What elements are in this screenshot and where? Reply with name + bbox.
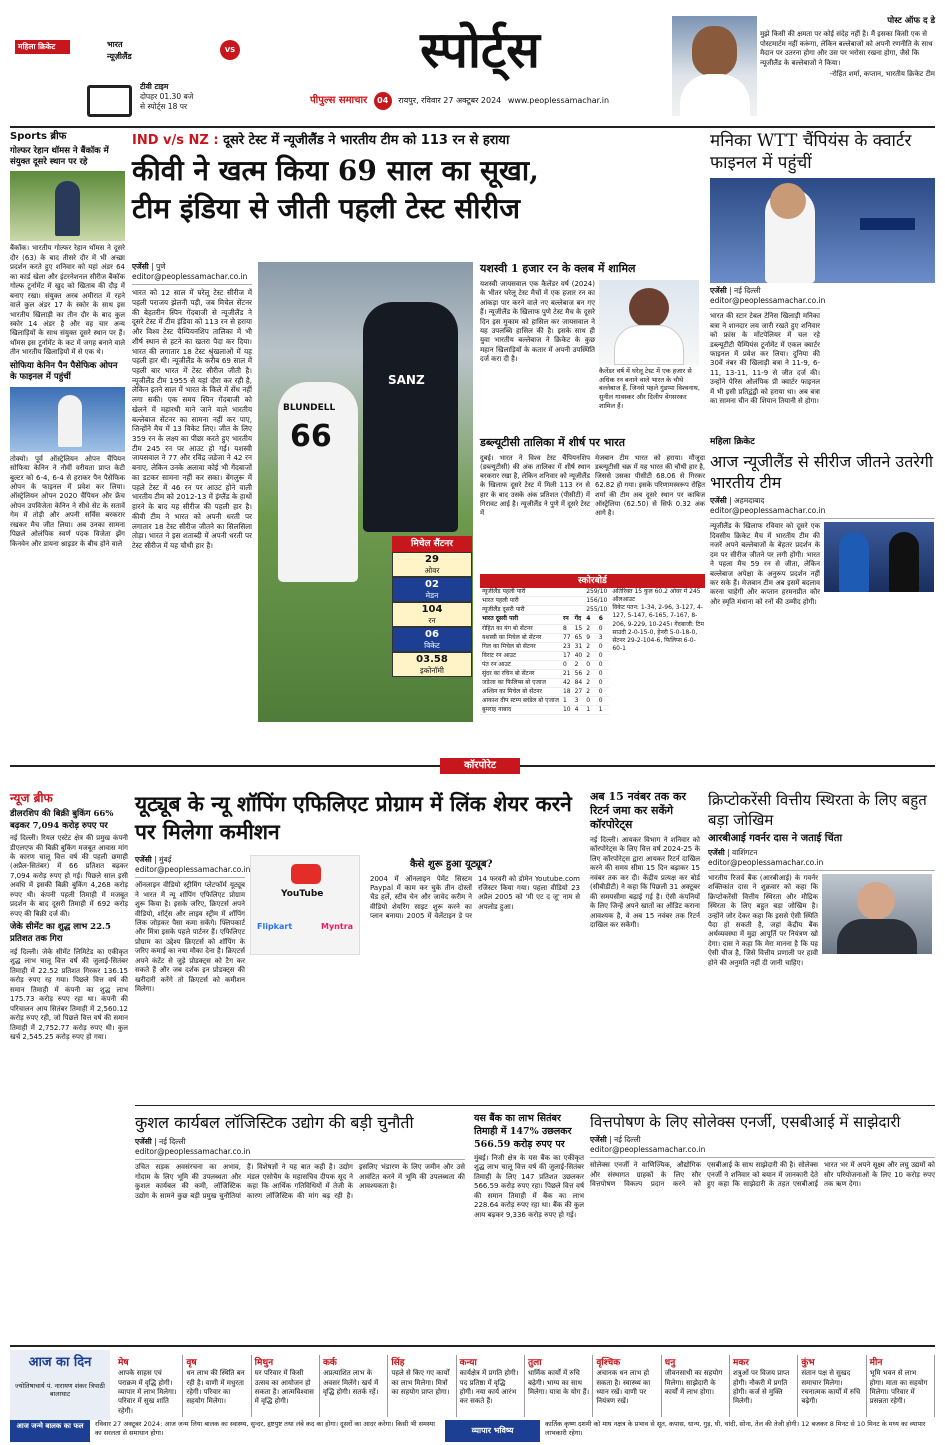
score-cell: 1 [584, 706, 597, 715]
womens-place: अहमदाबाद [734, 496, 765, 506]
score-cell: 1 [597, 706, 610, 715]
score-cell: 2 [584, 642, 597, 651]
post-of-day-label: पोस्ट ऑफ द डे [887, 16, 935, 26]
score-cell: जडेजा का फिलिप्स बो एजाज [480, 679, 561, 688]
rashi-text: पहले से किए गए कार्यों का लाभ मिलेगा। मित्रों का सहयोग प्राप्त होगा। [391, 1369, 450, 1397]
jersey-2: SANZ [388, 373, 425, 387]
youtube-email: editor@peoplessamachar.co.in [135, 865, 251, 875]
youtube-text: ऑनलाइन वीडियो स्ट्रीमिंग प्लेटफॉर्म यूट्यूब ने भारत में न्यू शॉपिंग एफिलिएट प्रोग्राम शुरू किया है। इसके जरिए, क्रिएटर्स अपने वीडियो, शॉर्ट्स और लाइव स्ट्रीम में शॉपिंग लिंक जोड़कर पैसा कमा सकेंगे। फ्लिपकार्ट और मिंत्रा इसके पहले पार्टनर हैं। एफिलिएट प्रोग्राम का उद्देश्य क्रिएटर्स को शॉपिंग के जरिए कमाई का नया मौका देना है। क्रिएटर्स अपने कंटेंट से जुड़े प्रोडक्ट्स को टैग कर सकते हैं और जब दर्शक इन प्रोडक्ट्स की खरीदारी करेंगे तो क्रिएटर्स को कमीशन मिलेगा। [135, 881, 245, 994]
womens-headline: आज न्यूजीलैंड से सीरीज जीतने उतरेगी भारतीय टीम [710, 452, 934, 493]
rashi-text: धन लाभ की स्थिति बन रही है। वाणी में मधुरता रहेगी। परिवार का सहयोग मिलेगा। [186, 1369, 245, 1406]
score-cell: यशस्वी का मिचेल बो सेंटनर [480, 633, 561, 642]
rashi-name: वृश्चिक [596, 1358, 621, 1368]
rashi-name: कुंभ [801, 1358, 815, 1368]
post-of-day-text: मुझे किसी की क्षमता पर कोई संदेह नहीं है। मैं इसका किसी एक से पोस्टमार्टम नहीं करूंगा, लेकिन बल्लेबाजों को अपनी रणनीति के साथ मैदान पर उतरना होगा और उस पर भरोसा रखना होगा, जैसे कि न्यूजीलैंड के बल्लेबाजों ने किया। [760, 30, 933, 67]
main-email: editor@peoplessamachar.co.in [132, 272, 248, 282]
kicker-text: दूसरे टेस्ट में न्यूजीलैंड ने भारतीय टीम को 113 रन से हराया [223, 133, 510, 148]
rashi-name: मेष [118, 1358, 129, 1368]
score-cell: 2 [573, 660, 585, 669]
score-cell: सुंदर का रचिन बो सेंटनर [480, 669, 561, 678]
score-cell: 27 [574, 688, 583, 696]
solex-text: सोलेक्स एनर्जी ने वाणिज्यिक, औद्योगिक और संस्थागत ग्राहकों के लिए सौर वित्तपोषण विकल्प प्रदान करने को एसबीआई के साथ साझेदारी की है। सोलेक्स एनर्जी ने शनिवार को बयान में जानकारी देते हुए कहा कि साझेदारी के तहत एसबीआई भारत भर में अपने सूक्ष्म और लघु उद्यमों को सौर परियोजनाओं के लिए 10 करोड़ रुपए तक ऋण देगा। [590, 1161, 935, 1189]
score-row [480, 697, 609, 706]
brief-headline-1: गोल्फर रेहान थॉमस ने बैंकॉक में संयुक्त दूसरे स्थान पर रहे [10, 145, 109, 167]
youtube-body: एजेंसी | मुंबई editor@peoplessamachar.co.in ऑनलाइन वीडियो स्ट्रीमिंग प्लेटफॉर्म यूट्यूब ने भारत में न्यू शॉपिंग एफिलिएट प्रोग्राम शुरू किया है। इसके जरिए, क्रिएटर्स अपने वीडियो, शॉर्ट्स और लाइव स्ट्रीम में शॉपिंग लिंक जोड़कर पैसा कमा सकेंगे। फ्लिपकार्ट और मिंत्रा इसके पहले पार्टनर हैं। एफिलिएट प्रोग्राम का उद्देश्य क्रिएटर्स को शॉपिंग के जरिए कमाई का नया मौका देना है। क्रिएटर्स अपने कंटेंट से जुड़े प्रोडक्ट्स को टैग कर सकते हैं और जब दर्शक इन प्रोडक्ट्स की खरीदारी करेंगे तो क्रिएटर्स को कमीशन मिलेगा। [135, 855, 251, 994]
news-brief-headline-1: डीलरशिप की बिक्री बुकिंग 66% बढ़कर 7,094 करोड़ रुपए पर [10, 809, 114, 831]
yashasvi-photo [599, 280, 699, 365]
flipkart-logo: Flipkart [257, 922, 293, 931]
jersey-name: BLUNDELL [283, 403, 336, 413]
score-row [480, 633, 609, 642]
sports-brief [10, 130, 125, 720]
santner-stat-value: 06 [425, 629, 439, 641]
team1: भारत [107, 40, 123, 49]
score-row [480, 651, 609, 660]
score-cell: रोहित का यंग बो सेंटनर [480, 624, 561, 633]
masthead-title: स्पोर्ट्स [420, 20, 540, 79]
youtube-logo-text: YouTube [281, 889, 324, 899]
yashasvi-text: यशस्वी जायसवाल एक कैलेंडर वर्ष (2024) के भीतर घरेलू टेस्ट मैचों में एक हजार रन का आंकड़ा पार करने वाले नए बल्लेबाज बन गए हैं। न्यूजीलैंड के खिलाफ पुणे टेस्ट मैच के दूसरे दिन इस मुकाम को हासिल कर जायसवाल ने यह उपलब्धि हासिल की है। इसके साथ ही युवा भारतीय बल्लेबाज ने क्रिकेट के कुछ महान खिलाड़ियों के कतार में अपनी उपस्थिति दर्ज करा दी है। [480, 279, 595, 364]
crypto-email: editor@peoplessamachar.co.in [708, 857, 824, 867]
business-forecast-label: व्यापार भविष्य [445, 1420, 540, 1442]
score-cell: 4 [573, 706, 585, 715]
manika-email: editor@peoplessamachar.co.in [710, 296, 826, 306]
youtube-icon [291, 864, 321, 884]
youtube-agency: एजेंसी [135, 855, 152, 864]
score-cell: 0 [597, 624, 610, 633]
brief-text-2: तोक्यो। पूर्व ऑस्ट्रेलियन ओपन चैंपियन सोफिया केनिन ने नौवीं वरीयता प्राप्त केटी बुल्टर को 6-4, 6-4 से हराकर पैन पैसेफिक ओपन के फाइनल में प्रवेश कर लिया। ऑस्ट्रेलियन ओपन 2020 चैंपियन और फ्रेंच ओपन उपविजेता केनिन ने सीधे सेट के सतावें गेम में तोड़ी और अपनी सर्विस बरकरार रखकर मैच जीत लिया। अब उनका सामना पिछले ओलंपिक स्वर्ण पदक विजेता झेंग किनवेन और डायना श्नाइडर के बीच होने वाले [10, 454, 125, 548]
santner-stat-label: इकोनॉमी [420, 666, 444, 676]
sports-brief-tag: Sports ब्रीफ [10, 131, 67, 142]
scoreboard-table [480, 588, 609, 715]
crypto-place: वाशिंगटन [732, 847, 758, 857]
score-cell: 0 [597, 697, 610, 706]
womens-tag: महिला क्रिकेट [710, 437, 755, 447]
score-cell: 8 [561, 624, 573, 633]
score-cell: 3 [573, 697, 585, 706]
wtc-text-2: मेजबान टीम भारत को हराया। मौजूदा डब्ल्यूटीसी चक्र में यह भारत की चौथी हार है, जिससे उसका पीसीटी 68.06 से गिरकर 62.82 हो गया। इसके परिणामस्वरूप रोहित शर्मा की टीम अब दूसरे स्थान पर काबिज ऑस्ट्रेलिया (62.50) से सिर्फ 0.32 अंक आगे है। [595, 453, 705, 517]
match-promo [15, 40, 236, 120]
score-summary-row [480, 588, 609, 597]
santner-stat-label: ओवर [424, 566, 440, 576]
youtube-subhead: कैसे शुरू हुआ यूट्यूब? [410, 859, 493, 870]
myntra-logo: Myntra [321, 922, 354, 931]
rashi-name: सिंह [391, 1358, 405, 1368]
rashi-name: वृष [186, 1358, 197, 1368]
rashi-box [662, 1355, 730, 1417]
womens-agency: एजेंसी [710, 496, 727, 506]
born-today-label: आज जन्मे बालक का फल [10, 1420, 90, 1442]
score-cell: 2 [584, 624, 597, 633]
brief-headline-2: सोफिया केनिन पैन पैसेफिक ओपन के फाइनल में पहुंचीं [10, 360, 118, 383]
rohit-photo [672, 16, 757, 116]
rashi-text: भूमि भवन से लाभ होगा। माता का सहयोग मिलेगा। परिवार में प्रसन्नता रहेगी। [869, 1369, 928, 1406]
score-cell: भारत पहली पारी [480, 597, 584, 606]
manika-story: मनिका WTT चैंपियंस के क्वार्टर फाइनल में पहुंचीं एजेंसी | नई दिल्ली editor@peoplessamachar.co.in भारत की स्टार टेबल टेनिस खिलाड़ी मनिका बत्रा ने शानदार लय जारी रखते हुए शनिवार को फ्रांस के मोंटपेलियर में चल रहे डब्ल्यूटीटी चैम्पियंस टूर्नामेंट में एकल क्वार्टर फाइनल में प्रवेश कर लिया। दुनिया की 30वें नंबर की खिलाड़ी बत्रा ने 11-9, 6-11, 13-11, 11-9 से जीत दर्ज की। उन्होंने पेरिस ओलंपिक प्री क्वार्टर फाइनल में भी इसी प्रतिद्वंद्वी को हराया था। अब बत्रा का सामना चीन की शियान तियानी से होगा। [710, 130, 935, 401]
tv-label: टीवी टाइम [140, 82, 169, 91]
women-cricket-tag: महिला क्रिकेट [15, 40, 70, 54]
manika-title: मनिका WTT चैंपियंस के क्वार्टर फाइनल में पहुंचीं [710, 131, 912, 173]
rashi-box [388, 1355, 456, 1417]
yashasvi-caption: कैलेंडर वर्ष में घरेलू टेस्ट में एक हजार से अधिक रन बनाने वाले भारत के चौथे बल्लेबाज हैं, जिनसे पहले गुंडप्पा विश्वनाथ, सुनील गावस्कर और दिलीप वेंगसरकर शामिल हैं। [599, 366, 700, 410]
rashi-box [730, 1355, 798, 1417]
business-forecast-text: कार्तिक कृष्ण दशमी को माघ नक्षत्र के प्रभाव से सूत, कपास, धान्य, गुड़, घी, चांदी, सोना, तेल की तेजी होगी। 12 बजकर 8 मिनट से 10 मिनट के मध्य का व्यापार लाभकारी रहेगा। [545, 1420, 926, 1437]
score-cell: न्यूजीलैंड पहली पारी [480, 588, 584, 597]
score-cell: 15 [574, 624, 583, 632]
score-cell: आकाश दीप स्टम्प ब्लंडेल बो एजाज [482, 697, 559, 705]
solex-place: नई दिल्ली [614, 1135, 641, 1144]
score-cell: 0 [597, 679, 610, 688]
rashi-text: जीवनसाथी का सहयोग मिलेगा। साझेदारी के कार्यों में लाभ होगा। [664, 1369, 723, 1397]
score-cell: 255/10 [586, 606, 608, 614]
womens-photo [824, 522, 934, 592]
rashi-box [457, 1355, 525, 1417]
santner-stat-value: 02 [425, 579, 439, 591]
score-cell: 3 [597, 633, 610, 642]
news-brief-text-1: नई दिल्ली। रियल एस्टेट क्षेत्र की प्रमुख कंपनी डीएलएफ की बिक्री बुकिंग मजबूत आवास मांग के कारण चालू वित्त वर्ष की पहली छमाही (अप्रैल-सितंबर) में 66 प्रतिशत बढ़कर 7,094 करोड़ रुपए हो गई। पिछले साल इसी अवधि में इसकी बिक्री बुकिंग 4,268 करोड़ रुपए थी। कंपनी पहली तिमाही में मजबूत प्रदर्शन के बाद दूसरी तिमाही में 692 करोड़ रुपए की बिक्री दर्ज की। [10, 834, 128, 918]
rashi-box [798, 1355, 866, 1417]
website: www.peoplessamachar.in [507, 96, 610, 105]
main-place: पुणे [156, 262, 166, 271]
score-row [480, 624, 609, 633]
santner-name: मिचेल सैंटनर [392, 536, 472, 552]
youtube-place: मुंबई [159, 855, 172, 864]
tv-time1: दोपहर 01.30 बजे [140, 92, 194, 101]
score-cell: 2 [584, 651, 597, 660]
santner-stat-value: 29 [425, 554, 439, 566]
rashi-text: घर परिवार में किसी उत्सव का आयोजन हो सकता है। आत्मविश्वास में वृद्धि होगी। [254, 1369, 314, 1406]
womens-cricket-story: महिला क्रिकेट आज न्यूजीलैंड से सीरीज जीतने उतरेगी भारतीय टीम एजेंसी | अहमदाबाद editor@peoplessamachar.co.in न्यूजीलैंड के खिलाफ रविवार को दूसरे एक दिवसीय क्रिकेट मैच में भारतीय टीम की नजरें अपने बल्लेबाजों के बेहतर प्रदर्शन के दम पर सीरीज जीतने पर लगी होंगी। भारत ने पहला मैच 59 रन से जीता, लेकिन बल्लेबाज अपेक्षा के अनुरूप प्रदर्शन नहीं कर सके हैं। मेजबान टीम अब इसमें बदलाव करना चाहेगी और कप्तान हरमनप्रीत कौर और स्मृति मंधाना को रनों की उम्मीद होगी। [710, 437, 934, 606]
itr-text: नई दिल्ली। आयकर विभाग ने शनिवार को कॉरपोरेट्स के लिए वित्त वर्ष 2024-25 के लिए कॉरपोरेट्स द्वारा आयकर रिटर्न दाखिल करने की समय सीमा 15 दिन बढ़ाकर 15 नवंबर तक कर दी। केंद्रीय प्रत्यक्ष कर बोर्ड (सीबीडीटी) ने कहा कि पिछली 31 अक्टूबर की समयसीमा बढ़ाई गई है। ऐसी कंपनियों के लिए जिन्हें अपने खातों का ऑडिट कराना आवश्यक है, वे अब 15 नवंबर तक रिटर्न दाखिल कर सकेंगी। [590, 836, 700, 929]
rashi-name: मिथुन [254, 1358, 274, 1368]
main-headline-2: टीम इंडिया से जीती पहली टेस्ट सीरीज [132, 191, 521, 225]
score-summary-row [480, 597, 609, 606]
score-cell: 1 [561, 697, 573, 706]
scoreboard-fow: विकेट पतन: 1-34, 2-96, 3-127, 4-127, 5-147, 6-165, 7-167, 8-206, 9-229, 10-245। गेंदबाजी: टिम साउदी 2-0-15-0, हेनरी 5-0-18-0, सेंटनर 29-2-104-6, फिलिप्स 6-0-60-1 [612, 604, 704, 652]
wtc-story [480, 436, 705, 564]
main-story-header [132, 132, 702, 228]
womens-text: न्यूजीलैंड के खिलाफ रविवार को दूसरे एक दिवसीय क्रिकेट मैच में भारतीय टीम की नजरें अपने बल्लेबाजों के बेहतर प्रदर्शन के दम पर सीरीज जीतने पर लगी होंगी। भारत ने पहला मैच 59 रन से जीता, लेकिन बल्लेबाज अपेक्षा के अनुरूप प्रदर्शन नहीं कर सके हैं। मेजबान टीम अब इसमें बदलाव करना चाहेगी और कप्तान हरमनप्रीत कौर और स्मृति मंधाना को रनों की उम्मीद होगी। [710, 522, 820, 606]
manika-photo [710, 178, 935, 283]
youtube-sub [370, 858, 580, 1095]
score-header-cell: भारत दूसरी पारी [480, 615, 561, 624]
score-cell: न्यूजीलैंड दूसरी पारी [480, 606, 584, 615]
main-body-text: भारत को 12 साल में घरेलू टेस्ट सीरीज में पहली पराजय झेलनी पड़ी, जब मिचेल सेंटनर की बेहतरीन स्पिन गेंदबाजी से न्यूजीलैंड ने दूसरे टेस्ट में टीम इंडिया को 113 रन से हराया और विश्व टेस्ट चैम्पियनशिप तालिका में भी शीर्ष स्थान से हटने का खतरा पैदा कर दिया। भारत की लगातार 18 टेस्ट श्रृंखलाओं में यह पहली हार थी। न्यूजीलैंड के करीब 69 साल में पहली बार भारत में टेस्ट सीरीज जीती है। न्यूजीलैंड टीम 1955 से यहां दौरा कर रही है, लेकिन इतने साल में भारत के किले में सेंध नहीं लगा सकी। एक समय स्पिन गेंदबाजी को खेलने में महारथी माने जाने वाले भारतीय बल्लेबाज सेंटनर का सामना नहीं कर पाए, जिन्होंने मैच में 13 विकेट लिए। जीत के लिए 359 रन के लक्ष्य का पीछा करते हुए भारतीय टीम 245 रन पर आउट हो गई। यशस्वी जायसवाल ने 77 और रविंद्र जडेजा ने 42 रन बनाए, लेकिन उनके अलावा कोई भी गेंदबाजों का डटकर सामना नहीं कर सका। बेंगलुरू में पहले टेस्ट में 46 रन पर आउट होने वाली भारतीय टीम को 2012-13 में इंग्लैंड के हाथों हारने के बाद यह सीरीज की पहली हार है। कीवी टीम ने भारत को अपनी धरती पर लगातार 18 टेस्ट सीरीज जीतने का सिलसिला तोड़ा। भारत ने इस शताब्दी में अपनी धरती पर टेस्ट सीरीज में यह चौथी हार है। [132, 288, 252, 550]
post-of-day-author: -रोहित शर्मा, कप्तान, भारतीय क्रिकेट टीम [829, 70, 935, 79]
scoreboard-title: स्कोरबोर्ड [480, 574, 705, 588]
crypto-subhead: आरबीआई गवर्नर दास ने जताई चिंता [708, 833, 843, 844]
rashi-name: कन्या [459, 1358, 477, 1368]
scoreboard-extras: अतिरिक्त 15 कुल 60.2 ओवर में 245 ऑलआउट [612, 588, 701, 604]
rashi-text: धार्मिक कार्यों में रुचि बढ़ेगी। भाग्य का साथ मिलेगा। यात्रा के योग हैं। [528, 1369, 590, 1397]
santner-stat-row [392, 627, 472, 652]
yashasvi-story [480, 262, 705, 411]
dateline: रायपुर, रविवार 27 अक्टूबर 2024 [398, 96, 502, 105]
yashasvi-title: यशस्वी 1 हजार रन के क्लब में शामिल [480, 262, 636, 275]
logistics-text: उचित सड़क अवसंरचना का अभाव, गोदाम के लिए भूमि की उपलब्धता और कुशल कार्यबल की कमी, लॉजिस्टिक उद्योग के सामने कुछ बड़ी प्रमुख चुनौतियां हैं। विशेषज्ञों ने यह बात कही है। उद्योग मंडल एसोचैम के महासचिव दीपक सूद ने कहा कि आर्थिक गतिविधियों में तेजी के कारण लॉजिस्टिक की मांग बढ़ रही है। इसलिए भंडारण के लिए जमीन और उसे आवंटित करने में भूमि की उपलब्धता की आवश्यकता है। [135, 1163, 465, 1200]
score-cell: 17 [562, 651, 571, 659]
score-cell: गिल का मिचेल बो सेंटनर [480, 642, 561, 651]
score-cell: 0 [597, 688, 610, 697]
jersey-number: 66 [290, 419, 332, 454]
crypto-agency: एजेंसी [708, 847, 725, 857]
bank-headline: यस बैंक का लाभ सितंबर तिमाही में 147% उछलकर 566.59 करोड़ रुपए पर [474, 1113, 572, 1150]
santner-stats [392, 536, 472, 677]
itr-story [590, 790, 700, 1100]
solex-email: editor@peoplessamachar.co.in [590, 1145, 706, 1155]
logistics-email: editor@peoplessamachar.co.in [135, 1147, 251, 1157]
rashi-text: शत्रुओं पर विजय प्राप्त होगी। नौकरी में प्रगति होगी। कर्ज से मुक्ति मिलेगी। [733, 1369, 790, 1406]
logistics-place: नई दिल्ली [159, 1137, 186, 1146]
manika-place: नई दिल्ली [734, 286, 761, 295]
score-cell: 0 [561, 660, 573, 669]
score-cell: 56 [574, 669, 583, 677]
golfer-photo [10, 171, 125, 241]
logistics-headline: कुशल कार्यबल लॉजिस्टिक उद्योग की बड़ी चुनौती [135, 1113, 414, 1132]
score-cell: 2 [584, 688, 597, 697]
post-of-day [760, 16, 935, 80]
itr-headline: अब 15 नवंबर तक कर रिटर्न जमा कर सकेंगे कॉरपोरेट्स [590, 790, 686, 831]
solex-agency: एजेंसी [590, 1135, 607, 1144]
santner-stat-label: रन [428, 616, 436, 626]
masthead-dateline-bar [310, 92, 650, 112]
rashi-box [525, 1355, 593, 1417]
bank-story [474, 1112, 584, 1340]
news-brief [10, 790, 128, 1338]
score-cell: 0 [584, 660, 597, 669]
main-story-body: एजेंसी | पुणे editor@peoplessamachar.co.in भारत को 12 साल में घरेलू टेस्ट सीरीज में पहली पराजय झेलनी पड़ी, जब मिचेल सेंटनर की बेहतरीन स्पिन गेंदबाजी से न्यूजीलैंड ने दूसरे टेस्ट में टीम इंडिया को 113 रन से हराया और विश्व टेस्ट चैम्पियनशिप तालिका में भी शीर्ष स्थान से हटने का खतरा पैदा कर दिया। भारत की लगातार 18 टेस्ट श्रृंखलाओं में यह पहली हार थी। न्यूजीलैंड के करीब 69 साल में पहली बार भारत में टेस्ट सीरीज जीती है। न्यूजीलैंड टीम 1955 से यहां दौरा कर रही है, लेकिन इतने साल में भारत के किले में सेंध नहीं लगा सकी। एक समय स्पिन गेंदबाजी को खेलने में महारथी माने जाने वाले भारतीय बल्लेबाज सेंटनर का सामना नहीं कर पाए, जिन्होंने मैच में 13 विकेट लिए। जीत के लिए 359 रन के लक्ष्य का पीछा करते हुए भारतीय टीम 245 रन पर आउट हो गई। यशस्वी जायसवाल ने 77 और रविंद्र जडेजा ने 42 रन बनाए, लेकिन उनके अलावा कोई भी गेंदबाजों का डटकर सामना नहीं कर सका। बेंगलुरू में पहले टेस्ट में 46 रन पर आउट होने वाली भारतीय टीम को 2012-13 में इंग्लैंड के हाथों हारने के बाद यह सीरीज की पहली हार है। कीवी टीम ने भारत को अपनी धरती पर लगातार 18 टेस्ट सीरीज जीतने का सिलसिला तोड़ा। भारत ने इस शताब्दी में अपनी धरती पर टेस्ट सीरीज में यह चौथी हार है। [132, 262, 252, 550]
rashi-box [252, 1355, 320, 1417]
score-cell: 65 [574, 633, 583, 641]
main-headline-1: कीवी ने खत्म किया 69 साल का सूखा, [132, 153, 539, 187]
wtc-text-1: दुबई। भारत ने विश्व टेस्ट चैंपियनशिप (डब्ल्यूटीसी) की अंक तालिका में शीर्ष स्थान बरकरार रखा है, लेकिन शनिवार को न्यूजीलैंड के खिलाफ दूसरे टेस्ट में मिली 113 रन से हार के बाद उसके अंक प्रतिशत (पीसीटी) में गिरावट आई है। न्यूजीलैंड ने पुणे में दूसरे टेस्ट में [480, 453, 590, 517]
score-cell: 10 [562, 706, 571, 714]
rashi-text: आपके साहस एवं पराक्रम में वृद्धि होगी। व्यापार में लाभ मिलेगा। परिवार में सुख शांति रहेगी। [118, 1369, 177, 1415]
score-header-cell: 4 [584, 615, 597, 624]
wtc-title: डब्ल्यूटीसी तालिका में शीर्ष पर भारत [480, 436, 626, 449]
brief-text-1: बैंकॉक। भारतीय गोल्फर रेहान थॉमस ने दूसरे दौर (63) के बाद तीसरे दौर में भी अच्छा प्रदर्शन करते हुए शनिवार को यहां अंडर 64 का कार्ड खेला और इंटरनेशनल सीरीज बैंकॉक गोल्फ टूर्नामेंट में खुद को खिताब की दौड़ में बनाए रखा। संयुक्त अरब अमीरात में रहने वाले कुल अंडर 17 के स्कोर के साथ इस भारतीय खिलाड़ी का तीन दौर के बाद कुल स्कोर 14 अंडर है और वह चार अन्य खिलाड़ियों के साथ संयुक्त दूसरे स्थान पर हैं। थॉमस इस टूर्नामेंट के कट में जगह बनाने वाले तीन भारतीय खिलाड़ियों में से एक थे। [10, 244, 125, 357]
rashi-box [867, 1355, 935, 1417]
score-header-cell: रन [561, 615, 573, 624]
rashi-text: अचानक धन लाभ हो सकता है। स्वास्थ्य का ध्यान रखें। वाणी पर नियंत्रण रखें। [596, 1369, 651, 1406]
solex-headline: वित्तपोषण के लिए सोलेक्स एनर्जी, एसबीआई में साझेदारी [590, 1113, 901, 1131]
score-cell: 18 [562, 688, 571, 696]
rashi-text: कार्यक्षेत्र में प्रगति होगी। पद प्रतिष्ठा में वृद्धि होगी। नया कार्य आरंभ कर सकते हैं। [459, 1369, 519, 1406]
rashi-name: मकर [733, 1358, 749, 1368]
youtube-headline: यूट्यूब के न्यू शॉपिंग एफिलिएट प्रोग्राम में लिंक शेयर करने पर मिलेगा कमीशन [135, 791, 572, 844]
santner-stat-row [392, 652, 472, 677]
santner-stat-value: 104 [421, 604, 443, 616]
santner-stat-row [392, 552, 472, 577]
kenin-photo [10, 387, 125, 452]
main-agency: एजेंसी [132, 262, 149, 271]
corporate-label: कॉरपोरेट [440, 758, 520, 774]
horoscope-title: आज का दिन [28, 1355, 92, 1370]
score-cell: 23 [562, 642, 571, 650]
born-today-text: रविवार 27 अक्टूबर 2024: आज जन्म लिया बालक का स्वास्थ्य, सुन्दर, हृष्टपुष्ट तथा लंबे कद का होगा। दूसरों का आदर करेगा। किसी भी समस्या का सरलता से समाधान होगा। [95, 1420, 435, 1437]
youtube-subtext: 2004 में ऑनलाइन पेमेंट सिस्टम Paypal में काम कर चुके तीन दोस्तों चैड हर्ले, स्टीव चेन और जावेद करीम ने वीडियो शेयरिंग साइट शुरू करने का प्लान बनाया। 2005 में वेलेंटाइन डे पर 14 फरवरी को डोमेन Youtube.com रजिस्टर किया गया। पहला वीडियो 23 अप्रैल 2005 को 'मी एट द जू' नाम से अपलोड हुआ। [370, 874, 580, 921]
score-cell: बुमराह नाबाद [480, 706, 561, 715]
score-cell: 21 [562, 669, 571, 677]
score-cell: पंत रन आउट [480, 660, 561, 669]
score-cell: 0 [597, 669, 610, 678]
youtube-story [135, 790, 580, 846]
crypto-text: भारतीय रिजर्व बैंक (आरबीआई) के गवर्नर शक्तिकांत दास ने शुक्रवार को कहा कि क्रिप्टोकरेंसी वित्तीय स्थिरता और मौद्रिक स्थिरता के लिए बहुत बड़ा जोखिम है। उन्होंने जोर देकर कहा कि इससे ऐसी स्थिति पैदा हो सकती है, जहां केंद्रीय बैंक अर्थव्यवस्था में मुद्रा आपूर्ति पर नियंत्रण खो देगा। दास ने कहा कि मेरा मानना है कि यह ऐसी चीज है, जिसे वित्तीय प्रणाली पर हावी होने की अनुमति नहीं दी जानी चाहिए। [708, 873, 818, 967]
logistics-story: कुशल कार्यबल लॉजिस्टिक उद्योग की बड़ी चुनौती एजेंसी | नई दिल्ली editor@peoplessamachar.co.in उचित सड़क अवसंरचना का अभाव, गोदाम के लिए भूमि की उपलब्धता और कुशल कार्यबल की कमी, लॉजिस्टिक उद्योग के सामने कुछ बड़ी प्रमुख चुनौतियां हैं। विशेषज्ञों ने यह बात कही है। उद्योग मंडल एसोचैम के महासचिव दीपक सूद ने कहा कि आर्थिक गतिविधियों में तेजी के कारण लॉजिस्टिक की मांग बढ़ रही है। इसलिए भंडारण के लिए जमीन और उसे आवंटित करने में भूमि की उपलब्धता की आवश्यकता है। [135, 1112, 465, 1340]
page-number: 04 [374, 92, 392, 110]
solex-story: वित्तपोषण के लिए सोलेक्स एनर्जी, एसबीआई में साझेदारी एजेंसी | नई दिल्ली editor@peoplessamachar.co.in सोलेक्स एनर्जी ने वाणिज्यिक, औद्योगिक और संस्थागत ग्राहकों के लिए सौर वित्तपोषण विकल्प प्रदान करने को एसबीआई के साथ साझेदारी की है। सोलेक्स एनर्जी ने शनिवार को बयान में जानकारी देते हुए कहा कि साझेदारी के तहत एसबीआई भारत भर में अपने सूक्ष्म और लघु उद्यमों को सौर परियोजनाओं के लिए 10 करोड़ रुपए तक ऋण देगा। [590, 1112, 935, 1340]
score-header-cell: 6 [597, 615, 610, 624]
youtube-logos [250, 855, 360, 955]
kicker-teams: IND v/s NZ : [132, 133, 219, 148]
score-cell: 2 [584, 669, 597, 678]
score-cell: 0 [597, 651, 610, 660]
score-cell: 42 [562, 679, 571, 687]
paper-name: पीपुल्स समाचार [310, 95, 368, 106]
rashi-text: संतान पक्ष से सुखद समाचार मिलेगा। रचनात्मक कार्यों में रुचि बढ़ेगी। [801, 1369, 861, 1406]
rashi-name: तुला [528, 1358, 542, 1368]
news-brief-headline-2: जेके सीमेंट का शुद्ध लाभ 22.5 प्रतिशत तक गिरा [10, 922, 111, 944]
score-cell: 2 [584, 679, 597, 688]
santner-stat-row [392, 602, 472, 627]
rashi-name: कर्क [323, 1358, 337, 1368]
horoscope-title-box [10, 1350, 110, 1420]
astrologer: ज्योतिषाचार्य पं. नारायण शंकर त्रिपाठी बालाघाट [15, 1381, 105, 1399]
score-cell: 40 [574, 651, 583, 659]
rashi-box [320, 1355, 388, 1417]
score-cell: 0 [597, 660, 610, 669]
score-cell: विराट रन आउट [480, 651, 561, 660]
das-photo [822, 874, 932, 954]
bank-text: मुंबई। निजी क्षेत्र के यस बैंक का एकीकृत शुद्ध लाभ चालू वित्त वर्ष की जुलाई-सितंबर तिमाही के लिए 147 प्रतिशत उछलकर 566.59 करोड़ रुपए रहा। पिछले वित्त वर्ष की समान तिमाही में बैंक का लाभ 228.64 करोड़ रुपए रहा था। बैंक की कुल आय बढ़कर 9,336 करोड़ रुपए हो गई। [474, 1154, 584, 1219]
score-cell: 84 [574, 679, 583, 687]
score-row [480, 688, 609, 697]
rashi-name: धनु [664, 1358, 676, 1368]
rashi-box [593, 1355, 661, 1417]
score-cell: 0 [597, 642, 610, 651]
score-row [480, 679, 609, 688]
score-cell: अश्विन का मिचेल बो सेंटनर [480, 688, 561, 697]
news-brief-text-2: नई दिल्ली। जेके सीमेंट लिमिटेड का एकीकृत शुद्ध लाभ चालू वित्त वर्ष की जुलाई-सितंबर तिमाही में 22.52 प्रतिशत गिरकर 136.15 करोड़ रुपए रह गया। पिछले वित्त वर्ष की समान तिमाही में कंपनी का शुद्ध लाभ 175.73 करोड़ रुपए रहा था। कंपनी की परिचालन आय सितंबर तिमाही में 2,560.12 करोड़ रुपए रही, जो पिछले वित्त वर्ष की समान तिमाही में 2,752.77 करोड़ रुपए थी। कुल खर्च 2,545.25 करोड़ रुपए हो गया। [10, 948, 128, 1041]
rashi-text: अप्रत्याशित लाभ के अवसर मिलेंगे। खर्च में वृद्धि होगी। सतर्क रहें। [323, 1369, 379, 1397]
score-cell: 9 [584, 633, 597, 642]
santner-stat-value: 03.58 [416, 654, 448, 666]
manika-agency: एजेंसी [710, 286, 727, 295]
score-row [480, 706, 609, 715]
logistics-agency: एजेंसी [135, 1137, 152, 1146]
score-cell: 31 [574, 642, 583, 650]
score-row [480, 660, 609, 669]
score-header-row [480, 615, 609, 624]
score-summary-row [480, 606, 609, 615]
tv-icon [87, 85, 132, 117]
santner-stat-row [392, 577, 472, 602]
womens-email: editor@peoplessamachar.co.in [710, 506, 826, 516]
scoreboard [480, 574, 705, 722]
score-cell: 156/10 [586, 597, 608, 605]
score-cell: 259/10 [586, 588, 608, 596]
tv-time2: से स्पोर्ट्स 18 पर [140, 102, 188, 111]
score-header-cell: गेंद [573, 615, 585, 624]
santner-stat-label: विकेट [424, 641, 440, 651]
score-cell: 0 [584, 697, 597, 706]
team2: न्यूज़ीलैंड [107, 52, 132, 61]
crypto-story: क्रिप्टोकरेंसी वित्तीय स्थिरता के लिए बहुत बड़ा जोखिम आरबीआई गवर्नर दास ने जताई चिंता एजेंसी | वाशिंगटन editor@peoplessamachar.co.in भारतीय रिजर्व बैंक (आरबीआई) के गवर्नर शक्तिकांत दास ने शुक्रवार को कहा कि क्रिप्टोकरेंसी वित्तीय स्थिरता और मौद्रिक स्थिरता के लिए बहुत बड़ा जोखिम है। उन्होंने जोर देकर कहा कि इससे ऐसी स्थिति पैदा हो सकती है, जहां केंद्रीय बैंक अर्थव्यवस्था में मुद्रा आपूर्ति पर नियंत्रण खो देगा। दास ने कहा कि मेरा मानना है कि यह ऐसी चीज है, जिसे वित्तीय प्रणाली पर हावी होने की अनुमति नहीं दी जानी चाहिए। [708, 790, 935, 1100]
score-row [480, 642, 609, 651]
manika-text: भारत की स्टार टेबल टेनिस खिलाड़ी मनिका बत्रा ने शानदार लय जारी रखते हुए शनिवार को फ्रांस के मोंटपेलियर में चल रहे डब्ल्यूटीटी चैम्पियंस टूर्नामेंट में एकल क्वार्टर फाइनल में प्रवेश कर लिया। दुनिया की 30वें नंबर की खिलाड़ी बत्रा ने 11-9, 6-11, 13-11, 11-9 से जीत दर्ज की। उन्होंने पेरिस ओलंपिक प्री क्वार्टर फाइनल में भी इसी प्रतिद्वंद्वी को हराया था। अब बत्रा का सामना चीन की शियान तियानी से होगा। [710, 312, 820, 406]
crypto-headline: क्रिप्टोकरेंसी वित्तीय स्थिरता के लिए बहुत बड़ा जोखिम [708, 791, 927, 829]
news-brief-tag: न्यूज ब्रीफ [10, 791, 53, 805]
santner-figure [363, 302, 458, 532]
santner-stat-label: मेडन [425, 591, 439, 601]
score-cell: 77 [562, 633, 571, 641]
score-row [480, 669, 609, 678]
rashi-box [183, 1355, 251, 1417]
rashi-name: मीन [869, 1358, 883, 1368]
rashi-box [115, 1355, 183, 1417]
vs-badge: VS [220, 40, 240, 60]
